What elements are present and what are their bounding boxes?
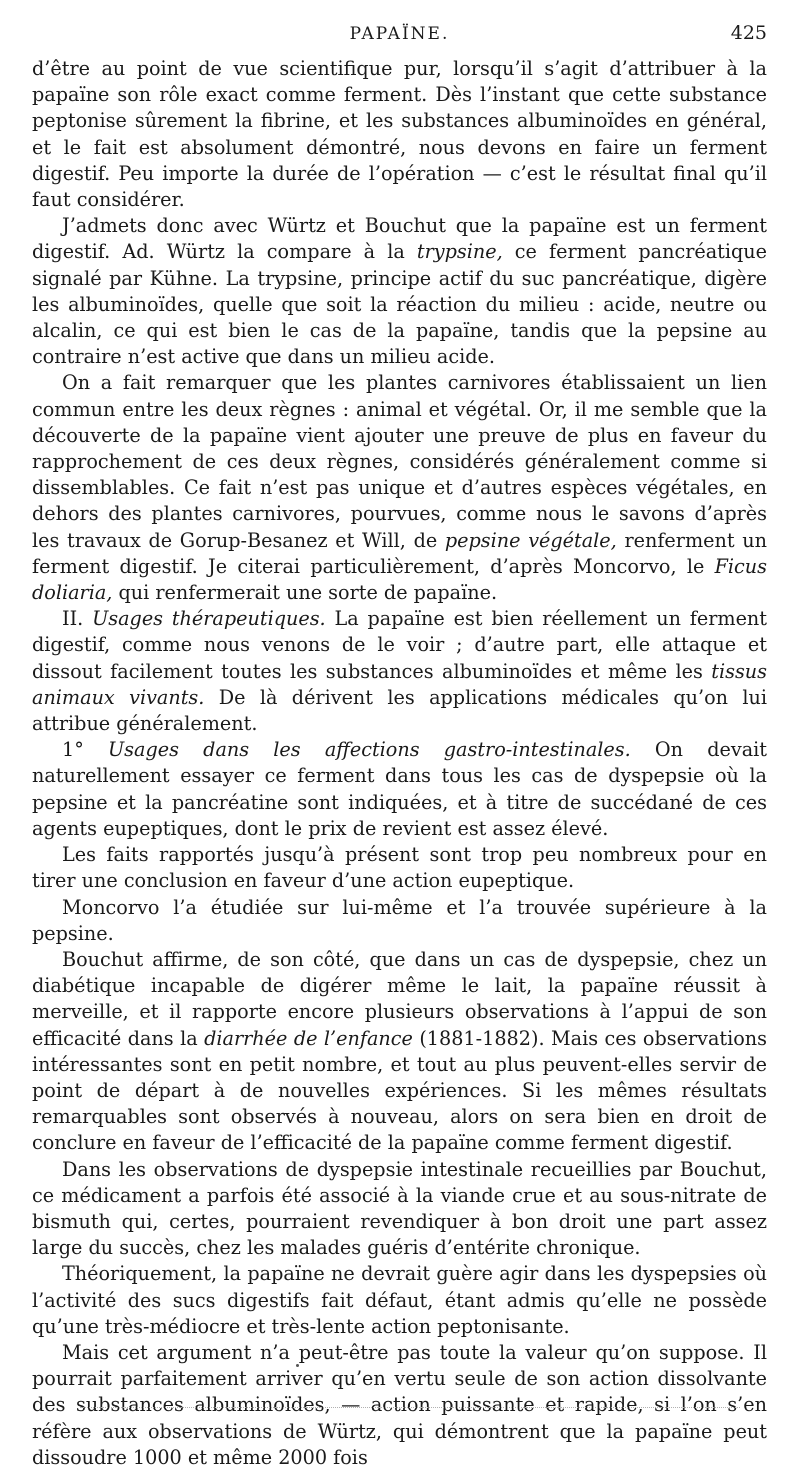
paragraph-7: Moncorvo l’a étudiée sur lui-même et l’a trouvée supérieure à la pepsine. xyxy=(32,895,767,945)
footer-divider xyxy=(80,1407,740,1408)
page-header xyxy=(32,24,767,50)
paragraph-4: II. Usages thérapeutiques. La papaïne est bien réellement un ferment digestif, comme nous venons de le voir ; d’autre part, elle attaque et dissout facilement toutes les substances albuminoïdes et même les tissus animaux vivants. De là dérivent les applications médicales qu’on lui attribue généralement. xyxy=(32,607,767,736)
paragraph-9: Dans les observations de dyspepsie intestinale recueillies par Bouchut, ce médicament a parfois été associé à la viande crue et au sous-nitrate de bismuth qui, certes, pourraient revendiquer à bon droit une part assez large du succès, chez les malades guéris d’entérite chronique. xyxy=(32,1157,767,1260)
page-number: 425 xyxy=(730,22,767,44)
paragraph-3: On a fait remarquer que les plantes carnivores établissaient un lien commun entre les deux règnes : animal et végétal. Or, il me semble que la découverte de la papaïne vient ajouter une preuve de plus en faveur du rapprochement de ces deux règnes, considérés généralement comme si dissemblables. Ce fait n’est pas unique et d’autres espèces végétales, en dehors des plantes carnivores, pourvues, comme nous le savons d’après les travaux de Gorup-Besanez et Will, de pepsine végétale, renferment un ferment digestif. Je citerai particulièrement, d’après Moncorvo, le Ficus doliaria, qui renfermerait une sorte de papaïne. xyxy=(32,371,767,605)
running-title: PAPAÏNE. xyxy=(349,24,450,44)
section-heading-usages-therapeutiques: Usages thérapeutiques. xyxy=(92,607,326,631)
emphasis-pepsine-vegetale: pepsine végétale, xyxy=(444,528,617,552)
emphasis-ficus-doliaria: Ficus doliaria, xyxy=(32,554,767,605)
section-heading-affections-gastro: Usages dans les affections gastro-intestinales. xyxy=(108,738,631,762)
paragraph-1: d’être au point de vue scientifique pur, lorsqu’il s’agit d’attribuer à la papaïne son rôle exact comme ferment. Dès l’instant que cette substance peptonise sûrement la fibrine, et les substances albuminoïdes en général, et le fait est absolument démontré, nous devons en faire un ferment digestif. Peu importe la durée de l’opération — c’est le résultat final qu’il faut considérer. xyxy=(32,57,767,212)
footer-mark xyxy=(296,1364,299,1367)
paragraph-11: Mais cet argument n’a peut-être pas toute la valeur qu’on suppose. Il pourrait parfaitement arriver qu’en vertu seule de son action dissolvante des substances albuminoïdes, — action puissante et rapide, si l’on s’en réfère aux observations de Würtz, qui démontrent que la papaïne peut dissoudre 1000 et même 2000 fois xyxy=(32,1340,767,1469)
paragraph-5: 1° Usages dans les affections gastro-intestinales. On devait naturellement essayer ce ferment dans tous les cas de dyspepsie où la pepsine et la pancréatine sont indiquées, et à titre de succédané de ces agents eupeptiques, dont le prix de revient est assez élevé. xyxy=(32,738,767,840)
emphasis-tissus-animaux: tissus animaux vivants. xyxy=(32,659,767,709)
paragraph-2: J’admets donc avec Würtz et Bouchut que la papaïne est un ferment digestif. Ad. Würtz la compare à la trypsine, ce ferment pancréatique signalé par Kühne. La trypsine, principe actif du suc pancréatique, digère les albuminoïdes, quelle que soit la réaction du milieu : acide, neutre ou alcalin, ce qui est bien le cas de la papaïne, tandis que la pepsine au contraire n’est active que dans un milieu acide. xyxy=(32,214,768,369)
paragraph-10: Théoriquement, la papaïne ne devrait guère agir dans les dyspepsies où l’activité des sucs digestifs fait défaut, étant admis qu’elle ne possède qu’une très-médiocre et très-lente action peptonisante. xyxy=(32,1262,767,1338)
emphasis-diarrhee-enfance: diarrhée de l’enfance xyxy=(204,1026,413,1050)
paragraph-8: Bouchut affirme, de son côté, que dans un cas de dyspepsie, chez un diabétique incapable de digérer même le lait, la papaïne réussit à merveille, et il rapporte encore plusieurs observations à l’appui de son efficacité dans la diarrhée de l’enfance (1881-1882). Mais ces observations intéressantes sont en petit nombre, et tout au plus peuvent-elles servir de point de départ à de nouvelles expériences. Si les mêmes résultats remarquables sont observés à nouveau, alors on sera bien en droit de conclure en faveur de l’efficacité de la papaïne comme ferment digestif. xyxy=(32,947,767,1155)
emphasis-trypsine: trypsine, xyxy=(416,240,503,264)
body-text xyxy=(32,56,767,1471)
paragraph-6: Les faits rapportés jusqu’à présent sont trop peu nombreux pour en tirer une conclusion en faveur d’une action eupeptique. xyxy=(32,843,767,893)
